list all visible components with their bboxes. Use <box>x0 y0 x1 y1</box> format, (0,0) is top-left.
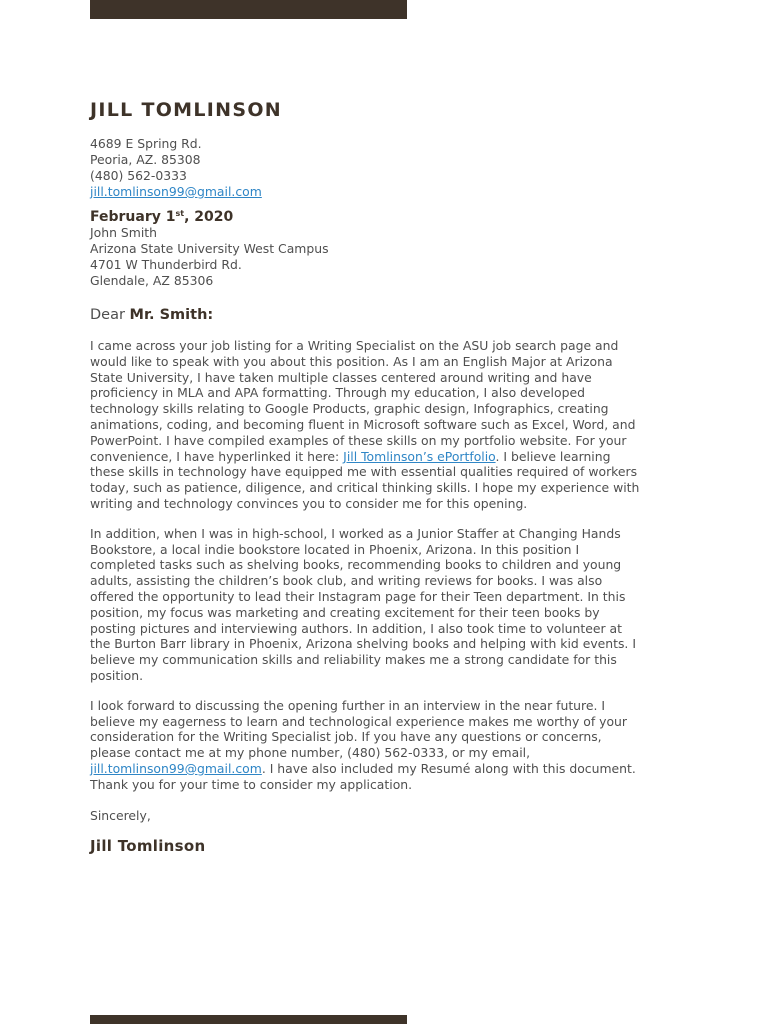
paragraph-1 <box>90 338 680 512</box>
recipient-name: John Smith <box>90 225 157 240</box>
signature: Jill Tomlinson <box>90 836 206 855</box>
bottom-decorative-bar <box>90 1015 407 1024</box>
paragraph-line: animations, coding, and becoming fluent in Microsoft software such as Excel, Word, and <box>90 416 636 432</box>
paragraph-line: Thank you for your time to consider my application. <box>90 776 413 792</box>
recipient-org: Arizona State University West Campus <box>90 241 329 256</box>
recipient-city: Glendale, AZ 85306 <box>90 273 214 288</box>
paragraph-line-with-link <box>90 449 680 465</box>
paragraph-line: position, my focus was marketing and creating excitement for their teen books by <box>90 604 600 620</box>
email-trail-text: . I have also included my Resumé along with this document. <box>261 760 636 776</box>
paragraph-line: believe my eagerness to learn and technological experience makes me worthy of your <box>90 713 627 729</box>
paragraph-line: proficiency in MLA and APA formatting. Through my education, I also developed <box>90 385 585 401</box>
sender-email-link[interactable]: jill.tomlinson99@gmail.com <box>90 184 262 199</box>
top-decorative-bar <box>90 0 407 19</box>
paragraph-line: In addition, when I was in high-school, I worked as a Junior Staffer at Changing Hands <box>90 525 621 541</box>
sender-address-line2: Peoria, AZ. 85308 <box>90 152 201 167</box>
salutation <box>90 306 680 324</box>
sender-address-line1: 4689 E Spring Rd. <box>90 136 202 151</box>
paragraph-line: these skills in technology have equipped me with essential qualities required of workers <box>90 464 638 480</box>
salutation-name: Mr. Smith: <box>129 307 214 323</box>
sender-name: JILL TOMLINSON <box>90 99 283 121</box>
sender-phone: (480) 562-0333 <box>90 168 187 183</box>
paragraph-line: technology skills relating to Google Products, graphic design, Infographics, creating <box>90 401 609 417</box>
link-trail-text: . I believe learning <box>495 448 611 464</box>
paragraph-line: I look forward to discussing the opening further in an interview in the near future. I <box>90 697 606 713</box>
date-year: , 2020 <box>184 209 234 225</box>
cover-letter <box>90 90 680 856</box>
date-ordinal: st <box>175 209 185 218</box>
paragraph-line: adults, assisting the children’s book club, and writing reviews for books. I was also <box>90 573 603 589</box>
recipient-block <box>90 225 680 289</box>
paragraph-line: I came across your job listing for a Writing Specialist on the ASU job search page and <box>90 338 619 353</box>
salutation-dear: Dear <box>90 307 130 323</box>
link-lead-text: convenience, I have hyperlinked it here: <box>90 448 344 464</box>
closing: Sincerely, <box>90 807 151 823</box>
paragraph-line: position. <box>90 667 144 683</box>
paragraph-line: PowerPoint. I have compiled examples of these skills on my portfolio website. For your <box>90 432 627 448</box>
paragraph-line-with-email <box>90 761 680 777</box>
paragraph-line: Bookstore, a local indie bookstore located in Phoenix, Arizona. In this position I <box>90 541 580 557</box>
paragraph-line: believe my communication skills and reliability makes me a strong candidate for this <box>90 652 617 668</box>
paragraph-2 <box>90 526 680 684</box>
paragraph-line: would like to speak with you about this position. As I am an English Major at Arizona <box>90 353 613 369</box>
paragraph-line: offered the opportunity to lead their Instagram page for their Teen department. In this <box>90 588 626 604</box>
paragraph-line: State University, I have taken multiple classes centered around writing and have <box>90 369 592 385</box>
paragraph-line: completed tasks such as shelving books, recommending books to children and young <box>90 557 622 573</box>
eportfolio-link[interactable]: Jill Tomlinson’s ePortfolio <box>343 448 496 464</box>
recipient-street: 4701 W Thunderbird Rd. <box>90 257 242 272</box>
paragraph-line: consideration for the Writing Specialist job. If you have any questions or concerns, <box>90 729 602 745</box>
paragraph-line: today, such as patience, diligence, and critical thinking skills. I hope my experience with <box>90 480 640 496</box>
date-month-day: February 1 <box>90 209 176 225</box>
body-email-link[interactable]: jill.tomlinson99@gmail.com <box>90 760 262 776</box>
paragraph-3 <box>90 698 680 793</box>
letter-date <box>90 209 680 225</box>
paragraph-line: posting pictures and interviewing authors. In addition, I also took time to volunteer at <box>90 620 622 636</box>
paragraph-line: writing and technology convinces you to consider me for this opening. <box>90 495 528 511</box>
sender-contact <box>90 136 680 200</box>
paragraph-line: the Burton Barr library in Phoenix, Arizona shelving books and helping with kid events. I <box>90 636 636 652</box>
paragraph-line: please contact me at my phone number, (480) 562-0333, or my email, <box>90 745 531 761</box>
